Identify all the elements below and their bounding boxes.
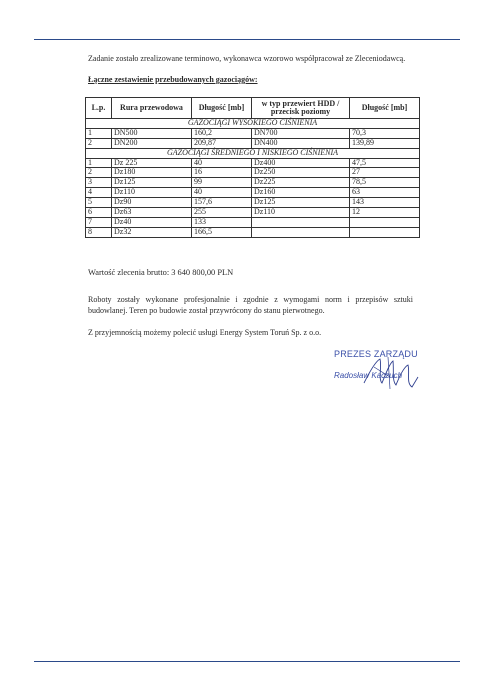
col-header-pipe: Rura przewodowa — [112, 98, 192, 119]
cell-hdd — [252, 217, 350, 227]
cell-length: 157,6 — [192, 198, 252, 208]
cell-pipe: DN200 — [112, 138, 192, 148]
footer-rule — [34, 661, 460, 662]
table-row — [86, 158, 420, 168]
cell-length: 40 — [192, 158, 252, 168]
table-row — [86, 128, 420, 138]
table-row — [86, 188, 420, 198]
cell-pipe: Dz180 — [112, 168, 192, 178]
cell-hdd-length: 27 — [350, 168, 420, 178]
cell-hdd: Dz125 — [252, 198, 350, 208]
table-row — [86, 198, 420, 208]
cell-hdd-length — [350, 227, 420, 237]
cell-length: 160,2 — [192, 128, 252, 138]
cell-hdd-length — [350, 217, 420, 227]
table-row — [86, 178, 420, 188]
cell-pipe: Dz63 — [112, 208, 192, 218]
cell-hdd-length: 143 — [350, 198, 420, 208]
cell-hdd-length: 47,5 — [350, 158, 420, 168]
table-row — [86, 217, 420, 227]
section-high-label: GAZOCIĄGI WYSOKIEGO CIŚNIENIA — [86, 119, 420, 129]
cell-lp: 2 — [86, 168, 112, 178]
col-header-lp: L.p. — [86, 98, 112, 119]
cell-pipe: DN500 — [112, 128, 192, 138]
cell-hdd-length: 70,3 — [350, 128, 420, 138]
cell-lp: 8 — [86, 227, 112, 237]
works-paragraph: Roboty zostały wykonane profesjonalnie i zgodnie z wymogami norm i przepisów sztuki budowlanej. Teren po budowie został przywrócony do stanu pierwotnego. — [88, 295, 413, 315]
table-row — [86, 227, 420, 237]
cell-pipe: Dz110 — [112, 188, 192, 198]
signature-stamp — [334, 349, 424, 391]
cell-length: 40 — [192, 188, 252, 198]
section-row-low — [86, 148, 420, 158]
cell-lp: 6 — [86, 208, 112, 218]
cell-pipe: Dz 225 — [112, 158, 192, 168]
cell-hdd: Dz110 — [252, 208, 350, 218]
cell-pipe: Dz32 — [112, 227, 192, 237]
cell-hdd: Dz225 — [252, 178, 350, 188]
cell-lp: 1 — [86, 128, 112, 138]
handwritten-signature-icon — [360, 353, 424, 393]
cell-hdd-length: 12 — [350, 208, 420, 218]
cell-length: 166,5 — [192, 227, 252, 237]
col-header-hdd-length: Długość [mb] — [350, 98, 420, 119]
cell-hdd: Dz250 — [252, 168, 350, 178]
table-header-row — [86, 98, 420, 119]
table-row — [86, 208, 420, 218]
section-row-high — [86, 119, 420, 129]
signature-title: PREZES ZARZĄDU — [334, 349, 418, 359]
col-header-hdd: w typ przewiert HDD / przecisk poziomy — [252, 98, 350, 119]
cell-hdd: DN400 — [252, 138, 350, 148]
cell-hdd-length: 78,5 — [350, 178, 420, 188]
cell-lp: 7 — [86, 217, 112, 227]
recommendation-paragraph: Z przyjemnością możemy polecić usługi Energy System Toruń Sp. z o.o. — [88, 328, 322, 337]
table-row — [86, 138, 420, 148]
cell-hdd: Dz400 — [252, 158, 350, 168]
cell-lp: 3 — [86, 178, 112, 188]
cell-hdd-length: 139,89 — [350, 138, 420, 148]
col-header-length: Długość [mb] — [192, 98, 252, 119]
cell-length: 16 — [192, 168, 252, 178]
contract-value: Wartość zlecenia brutto: 3 640 800,00 PLN — [88, 268, 234, 277]
cell-pipe: Dz125 — [112, 178, 192, 188]
cell-lp: 1 — [86, 158, 112, 168]
pipelines-table — [85, 97, 420, 238]
cell-hdd — [252, 227, 350, 237]
section-low-label: GAZOCIĄGI ŚREDNIEGO I NISKIEGO CIŚNIENIA — [86, 148, 420, 158]
cell-pipe: Dz90 — [112, 198, 192, 208]
table-row — [86, 168, 420, 178]
header-rule — [34, 39, 460, 40]
intro-text: Zadanie zostało zrealizowane terminowo, wykonawca wzorowo współpracował ze Zleceniodawcą. — [88, 54, 406, 63]
table-heading: Łączne zestawienie przebudowanych gazociągów: — [88, 75, 258, 84]
cell-hdd: Dz160 — [252, 188, 350, 198]
cell-length: 99 — [192, 178, 252, 188]
cell-length: 255 — [192, 208, 252, 218]
cell-lp: 2 — [86, 138, 112, 148]
cell-lp: 4 — [86, 188, 112, 198]
cell-hdd-length: 63 — [350, 188, 420, 198]
signature-name: Radosław Kaczuch — [334, 371, 403, 380]
cell-length: 209,87 — [192, 138, 252, 148]
cell-hdd: DN700 — [252, 128, 350, 138]
cell-length: 133 — [192, 217, 252, 227]
cell-pipe: Dz40 — [112, 217, 192, 227]
cell-lp: 5 — [86, 198, 112, 208]
